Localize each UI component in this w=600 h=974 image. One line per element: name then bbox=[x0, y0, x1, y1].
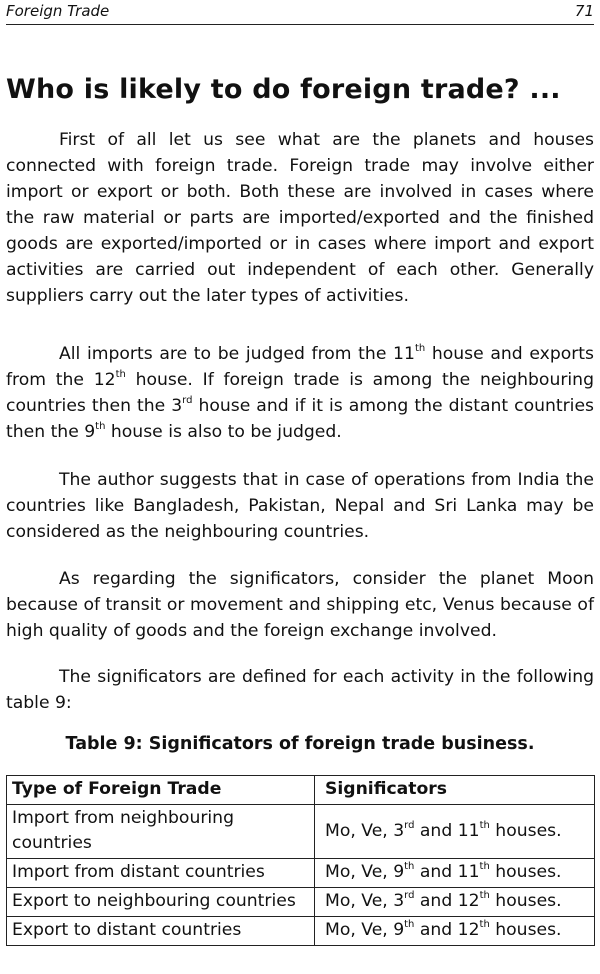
sig-text: Mo, Ve, 9 bbox=[325, 920, 405, 940]
paragraph-2-part: house and exports from the 12 bbox=[6, 344, 594, 390]
sig-text: and 12 bbox=[414, 920, 480, 940]
table-row bbox=[7, 859, 595, 888]
ordinal-superscript: th bbox=[414, 343, 426, 355]
trade-type-cell: Export to distant countries bbox=[7, 917, 315, 946]
ordinal-superscript: th bbox=[404, 861, 415, 873]
header-type: Type of Foreign Trade bbox=[7, 776, 315, 805]
significators-cell bbox=[315, 805, 595, 859]
sig-text: Mo, Ve, 9 bbox=[325, 862, 405, 882]
ordinal-superscript: th bbox=[404, 919, 415, 931]
trade-type-cell: Import from neighbouring countries bbox=[7, 805, 315, 859]
chapter-title: Foreign Trade bbox=[6, 2, 110, 20]
significators-cell bbox=[315, 859, 595, 888]
sig-text: houses. bbox=[489, 820, 562, 841]
sig-text: Mo, Ve, 3 bbox=[325, 820, 405, 841]
page-number: 71 bbox=[574, 2, 594, 20]
trade-type-cell: Import from distant countries bbox=[7, 859, 315, 888]
section-heading: Who is likely to do foreign trade? ... bbox=[6, 74, 561, 105]
header-significators: Significators bbox=[315, 776, 595, 805]
ordinal-superscript: rd bbox=[404, 819, 415, 831]
trade-type-cell: Export to neighbouring countries bbox=[7, 888, 315, 917]
ordinal-superscript: th bbox=[115, 369, 126, 381]
significators-cell bbox=[315, 917, 595, 946]
sig-text: houses. bbox=[489, 920, 562, 940]
running-header bbox=[6, 0, 594, 25]
ordinal-superscript: th bbox=[95, 421, 106, 433]
ordinal-superscript: th bbox=[479, 890, 490, 902]
sig-text: houses. bbox=[489, 891, 562, 911]
table-caption: Table 9: Significators of foreign trade business. bbox=[65, 734, 535, 754]
sig-text: houses. bbox=[489, 862, 562, 882]
paragraph-3: The author suggests that in case of operations from India the countries like Bangladesh, Pakistan, Nepal and Sri Lanka may be considered as the neighbouring countries. bbox=[6, 470, 594, 542]
ordinal-superscript: th bbox=[479, 819, 490, 831]
paragraph-2-part: house and if it is among the distant countries then the 9 bbox=[6, 396, 594, 442]
ordinal-superscript: th bbox=[479, 919, 490, 931]
paragraph-2-part: All imports are to be judged from the 11 bbox=[59, 344, 415, 364]
table-header-row bbox=[7, 776, 595, 805]
table-row bbox=[7, 805, 595, 859]
paragraph-4: As regarding the significators, consider the planet Moon because of transit or movement and shipping etc, Venus because of high quality of goods and the foreign exchange involved. bbox=[6, 569, 594, 641]
paragraph-1: First of all let us see what are the planets and houses connected with foreign trade. Foreign trade may involve either import or export or both. Both these are involved in cases where the raw material or parts are imported/exported and the finished goods are exported/imported or in cases where import and export activities are carried out independent of each other. Generally suppliers carry out the later types of activities. bbox=[6, 130, 594, 306]
paragraph-2-part: house is also to be judged. bbox=[105, 422, 342, 442]
ordinal-superscript: rd bbox=[182, 395, 193, 407]
table-row bbox=[7, 917, 595, 946]
sig-text: and 11 bbox=[414, 862, 480, 882]
ordinal-superscript: th bbox=[479, 861, 490, 873]
significators-cell bbox=[315, 888, 595, 917]
sig-text: and 12 bbox=[414, 891, 480, 911]
table-row bbox=[7, 888, 595, 917]
paragraph-2 bbox=[6, 341, 594, 445]
sig-text: and 11 bbox=[414, 820, 480, 841]
ordinal-superscript: rd bbox=[404, 890, 415, 902]
significators-table bbox=[6, 775, 595, 946]
paragraph-2-part: house. If foreign trade is among the neighbouring countries then the 3 bbox=[6, 370, 594, 416]
paragraph-5: The significators are defined for each activity in the following table 9: bbox=[6, 667, 594, 713]
sig-text: Mo, Ve, 3 bbox=[325, 891, 405, 911]
